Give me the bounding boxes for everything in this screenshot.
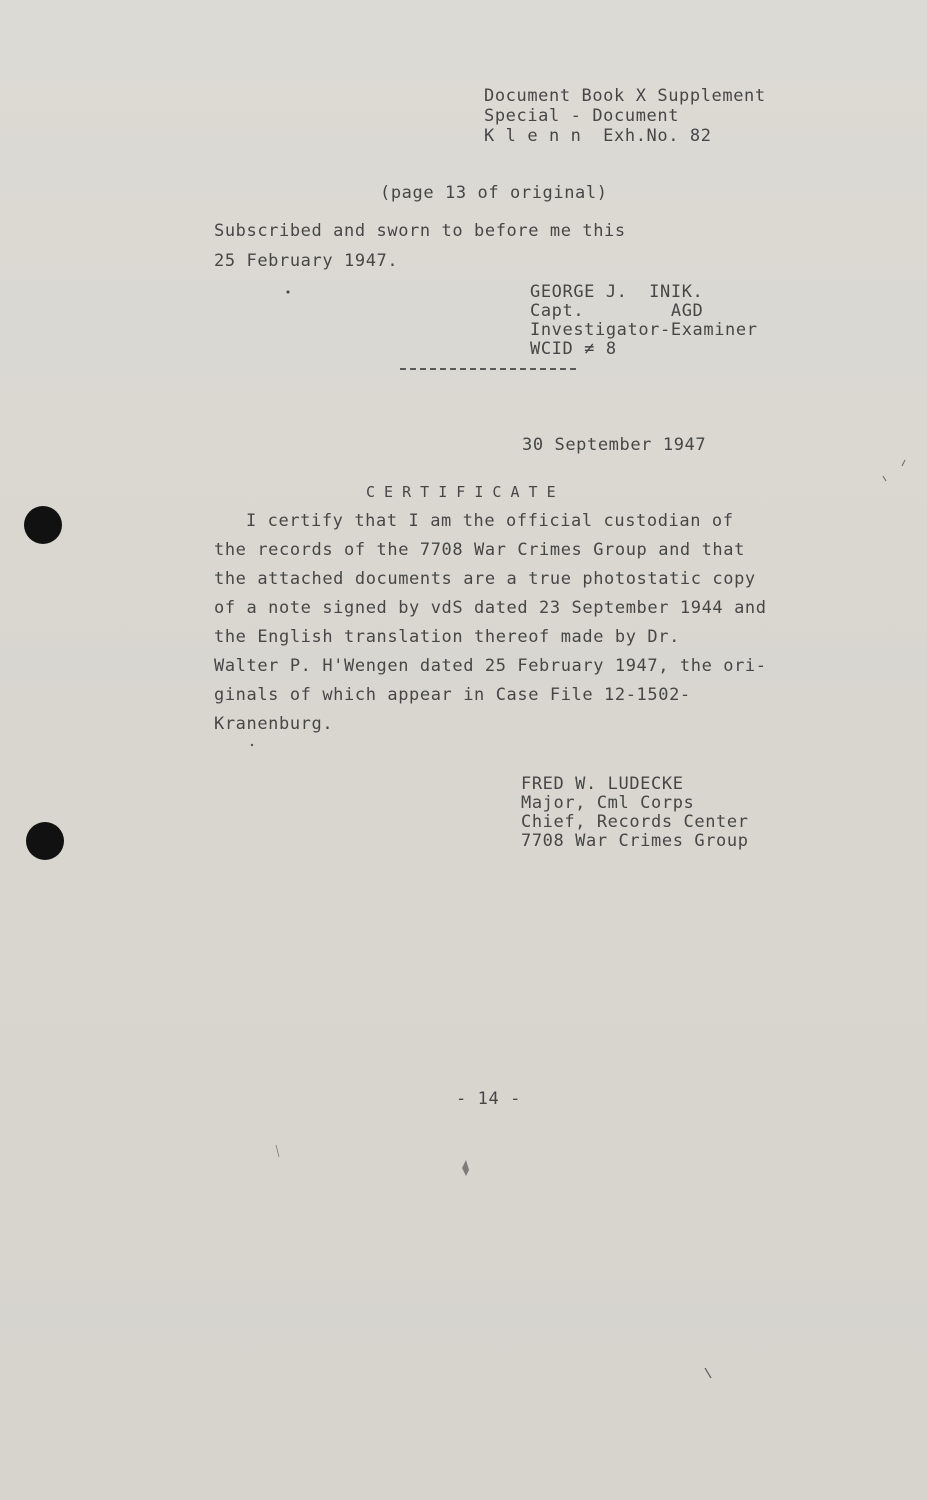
certificate-line: of a note signed by vdS dated 23 September 1944 and — [214, 598, 767, 618]
header-line-2: Special - Document — [484, 106, 680, 126]
certificate-line: I certify that I am the official custodian of — [246, 511, 734, 531]
page-number: - 14 - — [456, 1089, 522, 1109]
certificate-heading: C E R T I F I C A T E — [366, 483, 556, 501]
signatory-name: FRED W. LUDECKE — [521, 774, 684, 794]
header-line-3: K l e n n Exh.No. 82 — [484, 126, 712, 146]
investigator-unit: WCID ≠ 8 — [530, 339, 617, 359]
certificate-date: 30 September 1947 — [522, 435, 707, 455]
certificate-line: the attached documents are a true photostatic copy — [214, 569, 756, 589]
certificate-line: Walter P. H'Wengen dated 25 February 1947, the ori- — [214, 656, 767, 676]
oath-line-2: 25 February 1947. — [214, 251, 399, 271]
investigator-name: GEORGE J. INIK. — [530, 282, 704, 302]
investigator-rank: Capt. AGD — [530, 301, 704, 321]
certificate-line: the records of the 7708 War Crimes Group and that — [214, 540, 745, 560]
certificate-line: ginals of which appear in Case File 12-1502- — [214, 685, 691, 705]
signatory-rank: Major, Cml Corps — [521, 793, 695, 813]
certificate-line: the English translation thereof made by Dr. — [214, 627, 680, 647]
oath-line-1: Subscribed and sworn to before me this — [214, 221, 626, 241]
signatory-unit: 7708 War Crimes Group — [521, 831, 749, 851]
investigator-title: Investigator-Examiner — [530, 320, 758, 340]
page-reference: (page 13 of original) — [380, 183, 608, 203]
certificate-line: Kranenburg. — [214, 714, 334, 734]
signatory-title: Chief, Records Center — [521, 812, 749, 832]
header-line-1: Document Book X Supplement — [484, 86, 766, 106]
